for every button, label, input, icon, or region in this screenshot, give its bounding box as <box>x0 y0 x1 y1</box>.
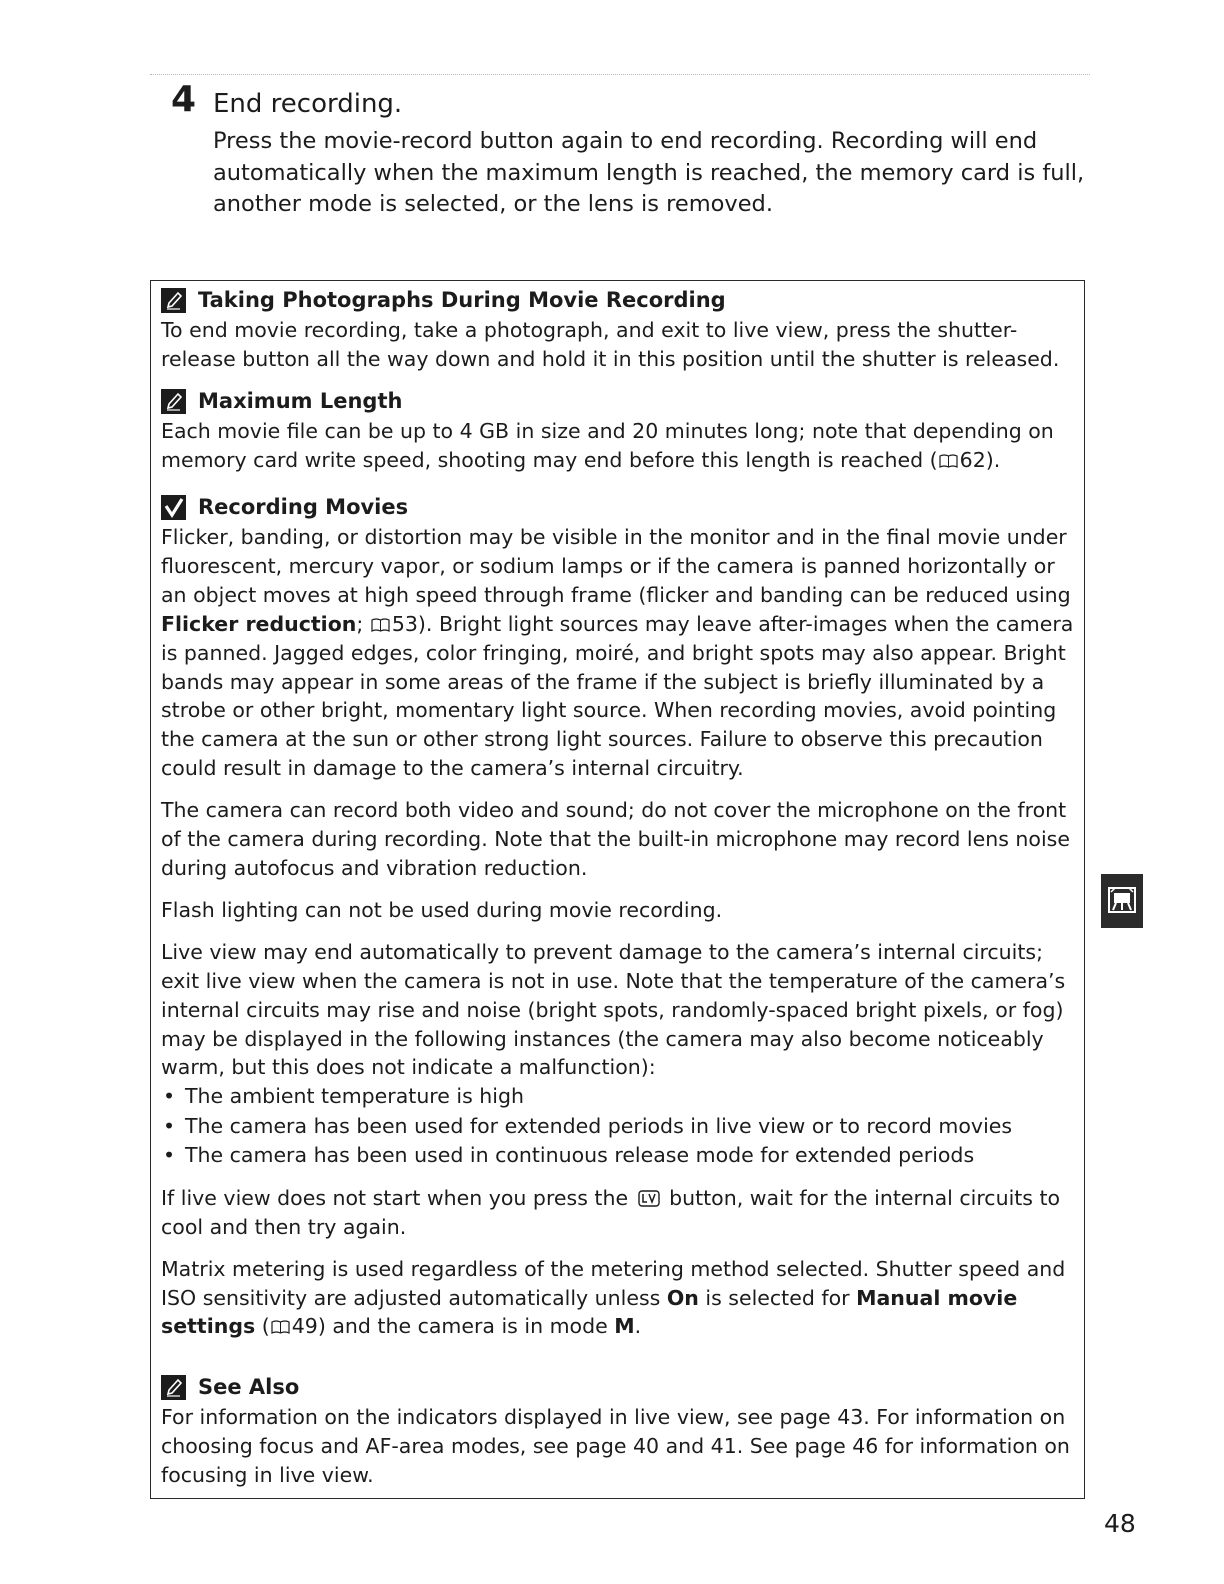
step-title: End recording. <box>213 89 403 119</box>
flicker-reduction-menu-name: Flicker reduction <box>161 611 357 636</box>
caution-paragraph-live-view: If live view does not start when you press the button, wait for the internal circuits to cool and then try again. <box>161 1185 1061 1239</box>
page-reference-book-icon <box>371 611 390 625</box>
caution-paragraph-temperature: Live view may end automatically to prevent damage to the camera’s internal circuits; exit live view when the camera is not in use. Note that the temperature of the camera’s internal circuits may rise and noise (bright spots, randomly-spaced bright pixels, or fog) may be displayed in the following instances (the camera may also become noticeably warm, but this does not indicate a malfunction): <box>161 939 1066 1080</box>
temperature-bullet-list <box>161 1082 1081 1171</box>
live-view-button-icon <box>638 1186 660 1203</box>
note-see-also <box>161 1371 1081 1490</box>
caution-check-icon <box>161 495 186 520</box>
note-maximum-length <box>161 385 1081 475</box>
note-heading: Taking Photographs During Movie Recording <box>198 288 726 312</box>
page-number: 48 <box>1104 1509 1136 1538</box>
top-divider <box>150 74 1090 75</box>
note-heading: Maximum Length <box>198 389 403 413</box>
note-heading: Recording Movies <box>198 495 409 519</box>
pencil-note-icon <box>161 389 186 414</box>
step-number: 4 <box>171 79 197 120</box>
caution-recording-movies <box>161 491 1081 1341</box>
page-reference-book-icon <box>271 1313 290 1327</box>
note-taking-photographs <box>161 284 1081 374</box>
list-item: • The camera has been used in continuous release mode for extended periods <box>161 1141 1081 1171</box>
pencil-note-icon <box>161 1375 186 1400</box>
page-reference-book-icon <box>939 447 958 461</box>
movie-camera-tab-icon <box>1101 874 1143 928</box>
step-body: Press the movie-record button again to end recording. Recording will end automatically when the maximum length is reached, the memory card is full, another mode is selected, or the lens is removed. <box>213 128 1085 217</box>
note-text: For information on the indicators displayed in live view, see page 43. For information on choosing focus and AF-area modes, see page 40 and 41. See page 46 for information on focusing in live view. <box>161 1405 1070 1487</box>
caution-paragraph-metering: Matrix metering is used regardless of the metering method selected. Shutter speed and ISO sensitivity are adjusted automatically unless On is selected for Manual movie settings ( 49) and the camera is in mode M. <box>161 1256 1066 1339</box>
list-item: • The ambient temperature is high <box>161 1082 1081 1112</box>
list-item: • The camera has been used for extended periods in live view or to record movies <box>161 1112 1081 1142</box>
note-text: To end movie recording, take a photograph, and exit to live view, press the shutter-release button all the way down and hold it in this position until the shutter is released. <box>161 318 1060 371</box>
caution-paragraph-sound: The camera can record both video and sound; do not cover the microphone on the front of the camera during recording. Note that the built-in microphone may record lens noise during autofocus and vibration reduction. <box>161 798 1070 880</box>
note-text: Each movie file can be up to 4 GB in size and 20 minutes long; note that depending on memory card write speed, shooting may end before this length is reached ( 62). <box>161 419 1054 472</box>
caution-paragraph-flicker: Flicker, banding, or distortion may be visible in the monitor and in the final movie under fluorescent, mercury vapor, or sodium lamps or if the camera is panned horizontally or an object moves at high speed through frame (flicker and banding can be reduced using Flicker reduction; 53). Bright light sources may leave after-images when the camera is panned. Jagged edges, color fringing, moiré, and bright spots may also appear. Bright bands may appear in some areas of the frame if the subject is briefly illuminated by a strobe or other bright, momentary light source. When recording movies, avoid pointing the camera at the sun or other strong light sources. Failure to observe this precaution could result in damage to the camera’s internal circuitry. <box>161 525 1074 781</box>
pencil-note-icon <box>161 288 186 313</box>
caution-paragraph-flash: Flash lighting can not be used during movie recording. <box>161 897 723 922</box>
note-heading: See Also <box>198 1375 300 1399</box>
